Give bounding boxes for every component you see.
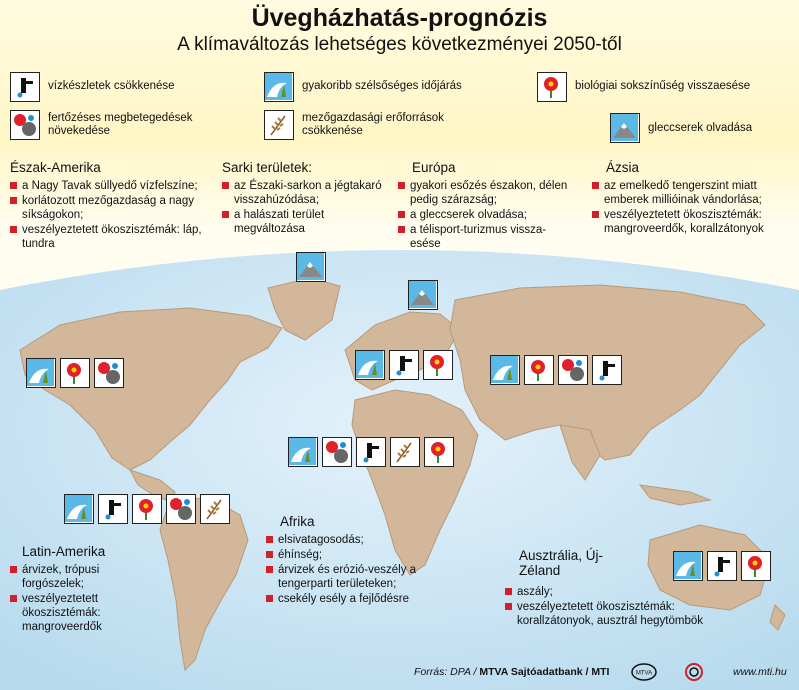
- weather-icon: [288, 437, 318, 467]
- list-item: a Nagy Tavak süllyedő vízfelszíne;: [10, 179, 220, 193]
- list-item: csekély esély a fejlődésre: [266, 592, 441, 606]
- weather-icon: [673, 551, 703, 581]
- list-australia: [505, 585, 715, 629]
- weather-icon: [26, 358, 56, 388]
- legend-disease-label: fertőzéses megbetegedések növekedése: [48, 112, 193, 137]
- legend-agri-label: mezőgazdasági erőforrások csökkenése: [302, 112, 444, 137]
- wheat-icon: [200, 494, 230, 524]
- list-item: veszélyeztetett ökoszisztémák: korallzátonyok, ausztrál hegytömbök: [505, 600, 715, 628]
- virus-icon: [322, 437, 352, 467]
- legend-bio-label: biológiai sokszínűség visszaesése: [575, 80, 751, 92]
- list-item: az emelkedő tengerszint miatt emberek millióinak vándorlása;: [592, 179, 792, 207]
- weather-icon: [490, 355, 520, 385]
- region-title-polar: Sarki területek:: [222, 160, 313, 175]
- water-icon: [389, 350, 419, 380]
- mtva-logo: [630, 662, 658, 682]
- list-item: éhínség;: [266, 548, 441, 562]
- icons-asia: [490, 355, 622, 385]
- glacier-icon: [408, 280, 438, 310]
- water-icon: [356, 437, 386, 467]
- source-url: www.mti.hu: [733, 666, 787, 678]
- list-africa: [266, 533, 441, 607]
- flower-icon: [423, 350, 453, 380]
- legend-water-label: vízkészletek csökkenése: [48, 80, 175, 92]
- flower-icon: [741, 551, 771, 581]
- list-item: veszélyeztetett ökoszisztémák: mangroveerdők, korallzátonyok: [592, 208, 792, 236]
- list-latin-america: [10, 563, 160, 635]
- weather-icon: [64, 494, 94, 524]
- mti-logo: [680, 662, 708, 682]
- virus-icon: [94, 358, 124, 388]
- list-item: korlátozott mezőgazdaság a nagy síkságokon;: [10, 194, 220, 222]
- region-title-africa: Afrika: [280, 514, 315, 529]
- flower-icon: [60, 358, 90, 388]
- glacier-icon: [296, 252, 326, 282]
- icons-africa: [288, 437, 454, 467]
- virus-icon: [166, 494, 196, 524]
- page-title: Üvegházhatás-prognózis: [251, 4, 548, 32]
- list-item: aszály;: [505, 585, 715, 599]
- list-item: árvizek, trópusi forgószelek;: [10, 563, 160, 591]
- flower-icon: [537, 72, 567, 102]
- water-icon: [10, 72, 40, 102]
- region-title-europe: Európa: [412, 160, 456, 175]
- svg-text:MTVA: MTVA: [635, 670, 653, 677]
- region-title-latin-america: Latin-Amerika: [22, 544, 106, 559]
- wheat-icon: [264, 110, 294, 140]
- list-item: a gleccserek olvadása;: [398, 208, 573, 222]
- list-item: az Északi-sarkon a jégtakaró visszahúzódása;: [222, 179, 397, 207]
- list-asia: [592, 179, 792, 237]
- legend-glacier-label: gleccserek olvadása: [648, 122, 753, 134]
- weather-icon: [355, 350, 385, 380]
- list-item: árvizek és erózió-veszély a tengerparti területeken;: [266, 563, 441, 591]
- weather-icon: [264, 72, 294, 102]
- list-polar: [222, 179, 397, 237]
- page-subtitle: A klímaváltozás lehetséges következményei 2050-től: [177, 34, 622, 55]
- list-item: elsivatagosodás;: [266, 533, 441, 547]
- water-icon: [98, 494, 128, 524]
- region-title-asia: Ázsia: [606, 160, 640, 175]
- water-icon: [592, 355, 622, 385]
- icons-latin-america: [64, 494, 230, 524]
- region-title-australia: Ausztrália, Új-Zéland: [519, 548, 604, 578]
- list-europe: [398, 179, 573, 252]
- list-item: gyakori esőzés északon, délen pedig szárazság;: [398, 179, 573, 207]
- water-icon: [707, 551, 737, 581]
- wheat-icon: [390, 437, 420, 467]
- flower-icon: [524, 355, 554, 385]
- icons-north-america: [26, 358, 124, 388]
- list-item: a halászati terület megváltozása: [222, 208, 397, 236]
- glacier-icon: [610, 113, 640, 143]
- list-item: veszélyeztetett ökoszisztémák: mangroveerdők: [10, 592, 160, 634]
- virus-icon: [10, 110, 40, 140]
- source-credit: Forrás: DPA / MTVA Sajtóadatbank / MTI: [414, 666, 610, 678]
- list-north-america: [10, 179, 220, 252]
- list-item: a télisport-turizmus vissza-esése: [398, 223, 573, 251]
- virus-icon: [558, 355, 588, 385]
- region-title-north-america: Észak-Amerika: [10, 160, 101, 175]
- flower-icon: [424, 437, 454, 467]
- legend-weather-label: gyakoribb szélsőséges időjárás: [302, 80, 462, 92]
- flower-icon: [132, 494, 162, 524]
- list-item: veszélyeztetett ökoszisztémák: láp, tundra: [10, 223, 220, 251]
- icons-australia: [673, 551, 771, 581]
- icons-europe: [355, 350, 453, 380]
